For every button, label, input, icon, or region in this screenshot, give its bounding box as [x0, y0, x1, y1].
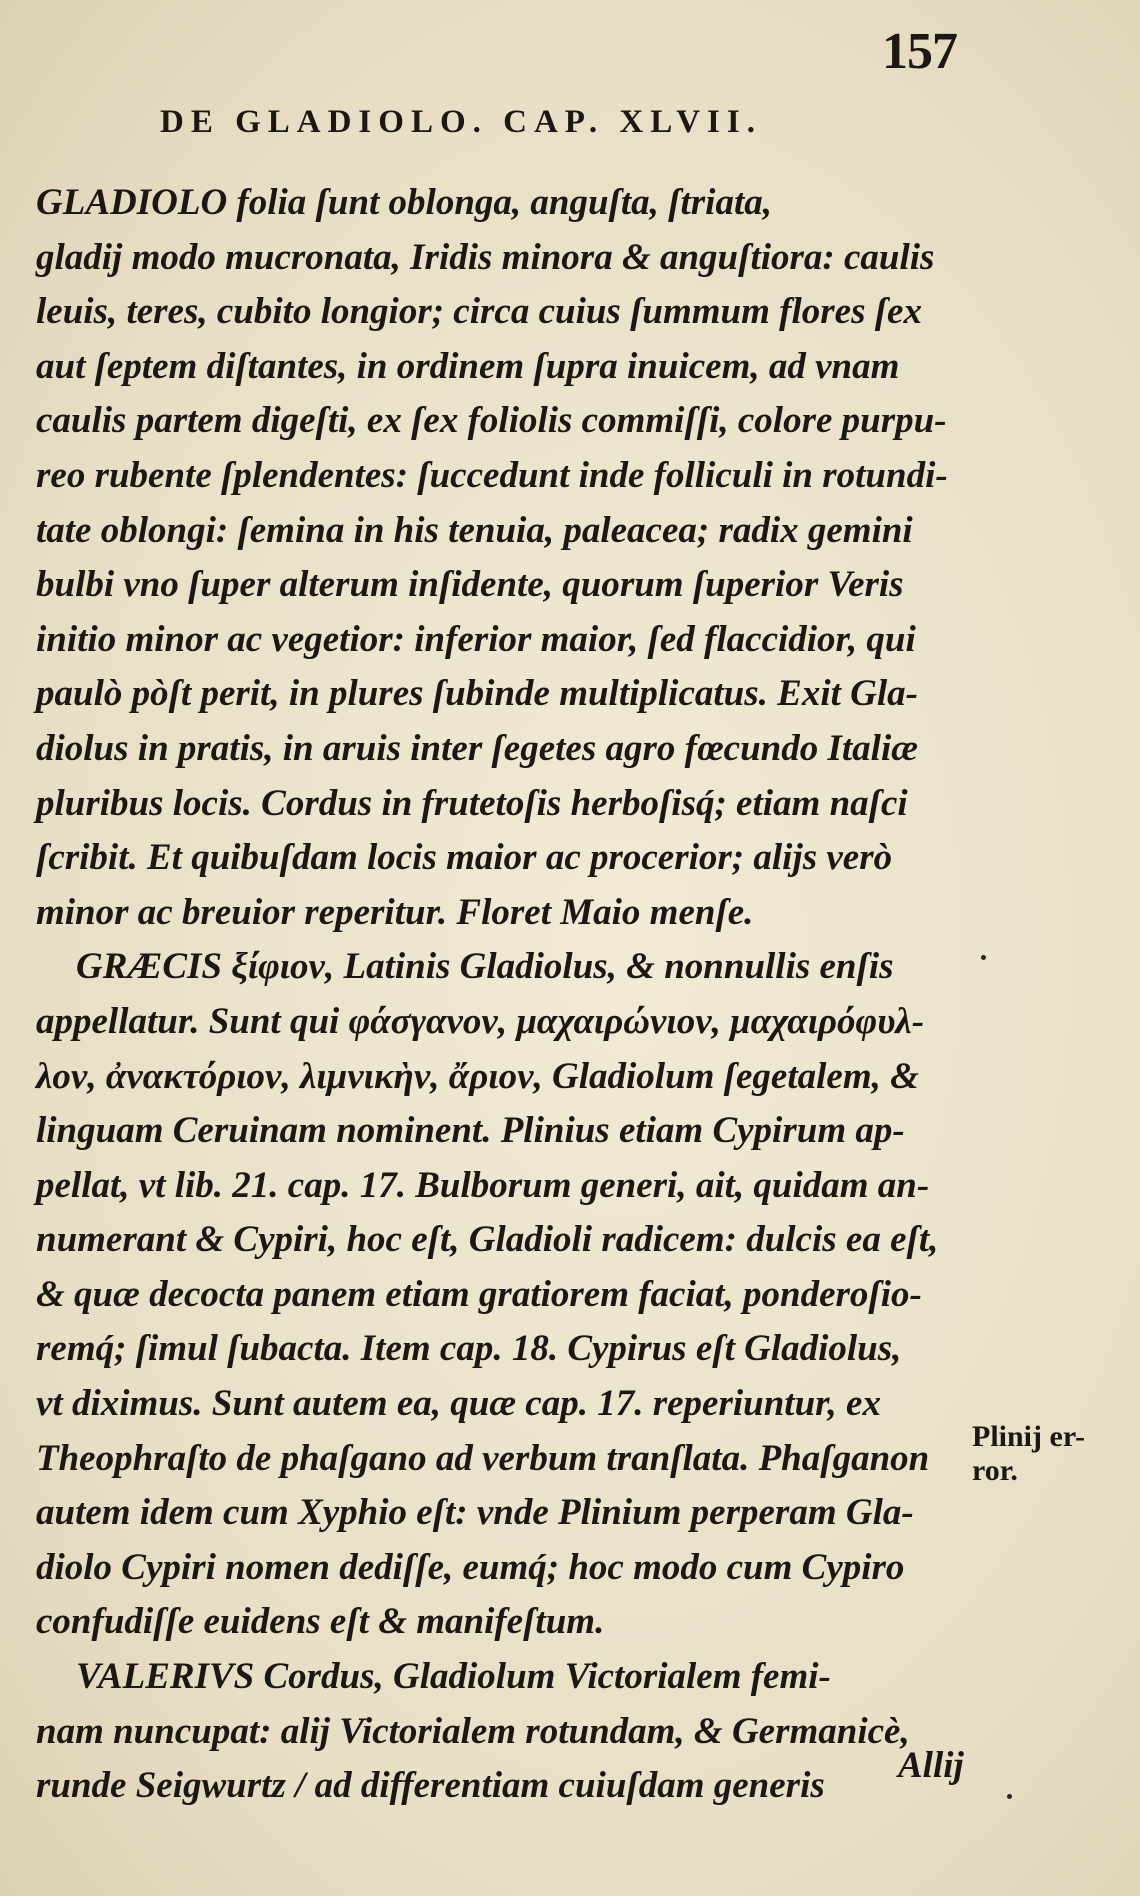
text-line: runde Seigwurtz / ad differentiam cuiuſdam generis [36, 1765, 825, 1807]
text-line: & quæ decocta panem etiam gratiorem faciat, ponderoſio- [36, 1273, 922, 1315]
text-line: vt diximus. Sunt autem ea, quæ cap. 17. reperiuntur, ex [36, 1383, 881, 1425]
text-line: pluribus locis. Cordus in frutetoſis herboſisq́; etiam naſci [36, 782, 908, 824]
text-line: reo rubente ſplendentes: ſuccedunt inde folliculi in rotundi- [36, 454, 948, 496]
text-line: appellatur. Sunt qui φάσγανον, μαχαιρώνιον, μαχαιρόφυλ- [36, 1000, 925, 1042]
margin-note-line: ror. [972, 1454, 1018, 1487]
body-text [36, 176, 966, 1814]
text-line: autem idem cum Xyphio eſt: vnde Plinium perperam Gla- [36, 1492, 914, 1534]
text-line: linguam Ceruinam nominent. Plinius etiam Cypirum ap- [36, 1110, 905, 1152]
text-line: Theophraſto de phaſgano ad verbum tranſlata. Phaſganon [36, 1437, 930, 1479]
text-line: numerant & Cypiri, hoc eſt, Gladioli radicem: dulcis ea eſt, [36, 1219, 939, 1261]
ink-speck [981, 955, 986, 960]
chapter-heading: DE GLADIOLO. CAP. XLVII. [160, 104, 762, 140]
text-line: paulò pòſt perit, in plures ſubinde multiplicatus. Exit Gla- [36, 673, 918, 715]
text-line: minor ac breuior reperitur. Floret Maio menſe. [36, 891, 754, 933]
text-line: nam nuncupat: alij Victorialem rotundam, & Germanicè, [36, 1710, 910, 1752]
page-number: 157 [882, 23, 957, 80]
text-line: GRÆCIS ξίφιον, Latinis Gladiolus, & nonnullis enſis [76, 946, 894, 988]
text-line: VALERIVS Cordus, Gladiolum Victorialem femi- [76, 1656, 831, 1698]
text-line: tate oblongi: ſemina in his tenuia, paleacea; radix gemini [36, 509, 913, 551]
catchword: Allij [898, 1745, 964, 1786]
ink-speck [1007, 1794, 1012, 1799]
text-line: bulbi vno ſuper alterum inſidente, quorum ſuperior Veris [36, 564, 904, 606]
text-line: confudiſſe euidens eſt & manifeſtum. [36, 1601, 605, 1643]
text-line: pellat, vt lib. 21. cap. 17. Bulborum generi, ait, quidam an- [36, 1164, 930, 1206]
text-line: caulis partem digeſti, ex ſex foliolis commiſſi, colore purpu- [36, 400, 947, 442]
text-line: GLADIOLO folia ſunt oblonga, anguſta, ſtriata, [36, 182, 772, 223]
text-line: remq́; ſimul ſubacta. Item cap. 18. Cypirus eſt Gladiolus, [36, 1328, 902, 1370]
text-line: leuis, teres, cubito longior; circa cuius ſummum flores ſex [36, 291, 922, 333]
margin-note-line: Plinij er- [972, 1420, 1086, 1453]
text-line: initio minor ac vegetior: inferior maior, ſed flaccidior, qui [36, 618, 916, 660]
margin-note [972, 1420, 1085, 1488]
text-line: aut ſeptem diſtantes, in ordinem ſupra inuicem, ad vnam [36, 345, 900, 387]
text-line: diolo Cypiri nomen dediſſe, eumq́; hoc modo cum Cypiro [36, 1546, 905, 1588]
text-line: ſcribit. Et quibuſdam locis maior ac procerior; alijs verò [36, 837, 893, 879]
text-line: λον, ἀνακτόριον, λιμνικὴν, ἄριον, Gladiolum ſegetalem, & [36, 1055, 919, 1097]
text-line: diolus in pratis, in aruis inter ſegetes agro fœcundo Italiæ [36, 727, 918, 769]
text-line: gladij modo mucronata, Iridis minora & anguſtiora: caulis [36, 236, 935, 278]
